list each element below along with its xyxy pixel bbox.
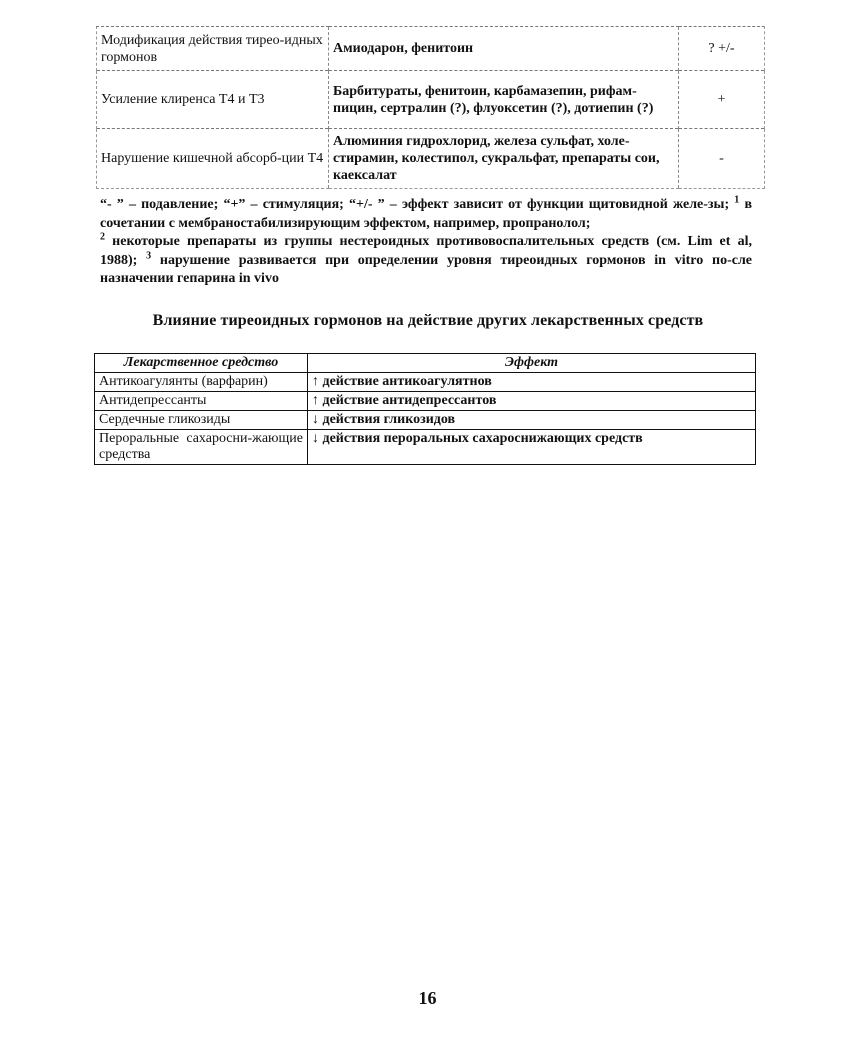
footnote-text: некоторые препараты из группы нестероидных противовоспалительных средств (см. Lim et al, 1988); [100, 234, 752, 268]
drug-cell: Сердечные гликозиды [95, 411, 308, 430]
page-number: 16 [418, 988, 437, 1008]
effect-text: действие антикоагулятнов [322, 374, 492, 389]
arrow-down-icon: ↓ [312, 412, 319, 427]
arrow-up-icon: ↑ [312, 393, 319, 408]
effect-cell [308, 373, 756, 392]
effect-text: действия гликозидов [322, 412, 456, 427]
mechanism-cell: Нарушение кишечной абсорб-ции Т4 [97, 129, 329, 189]
effect-text: действия пероральных сахароснижающих средств [322, 431, 643, 446]
drug-cell: Пероральные сахаросни-жающие средства [95, 430, 308, 465]
table-row [95, 373, 756, 392]
footnote-marker: 3 [146, 249, 152, 261]
drugs-cell: Амиодарон, фенитоин [329, 27, 679, 71]
mechanism-cell: Модификация действия тирео-идных гормонов [97, 27, 329, 71]
effect-cell [308, 392, 756, 411]
arrow-up-icon: ↑ [312, 374, 319, 389]
effect-text: действие антидепрессантов [322, 393, 497, 408]
table-row [95, 411, 756, 430]
effect-cell: - [679, 129, 765, 189]
table-footnote [100, 196, 752, 289]
drugs-cell: Алюминия гидрохлорид, железа сульфат, холе-стирамин, колестипол, сукральфат, препараты сои, каексалат [329, 129, 679, 189]
footnote-text: нарушение развивается при определении уровня тиреоидных гормонов in vitro по-сле назначении гепарина in vivo [100, 252, 753, 286]
arrow-down-icon: ↓ [312, 431, 319, 446]
table-row [97, 71, 765, 129]
column-header-drug: Лекарственное средство [95, 354, 308, 373]
table-row [97, 27, 765, 71]
table-row [95, 430, 756, 465]
mechanism-cell: Усиление клиренса Т4 и Т3 [97, 71, 329, 129]
footnote-text: “- ” – подавление; “+” – стимуляция; “+/- ” – эффект зависит от функции щитовидной желе-зы; [100, 197, 735, 212]
footnote-text: в сочетании с мембраностабилизирующим эффектом, например, пропранолол; [100, 197, 753, 231]
drugs-cell: Барбитураты, фенитоин, карбамазепин, рифам-пицин, сертралин (?), флуоксетин (?), дотиепин (?) [329, 71, 679, 129]
effect-cell: ? +/- [679, 27, 765, 71]
section-title: Влияние тиреоидных гормонов на действие других лекарственных средств [152, 312, 704, 329]
effect-cell [308, 411, 756, 430]
effect-cell: + [679, 71, 765, 129]
effect-cell [308, 430, 756, 465]
table-header-row [95, 354, 756, 373]
drug-cell: Антидепрессанты [95, 392, 308, 411]
drug-interactions-table [96, 26, 765, 189]
column-header-effect: Эффект [308, 354, 756, 373]
table-row [97, 129, 765, 189]
footnote-marker: 1 [734, 194, 740, 206]
footnote-marker: 2 [100, 231, 105, 243]
table-row [95, 392, 756, 411]
thyroid-effects-table [94, 353, 756, 465]
drug-cell: Антикоагулянты (варфарин) [95, 373, 308, 392]
